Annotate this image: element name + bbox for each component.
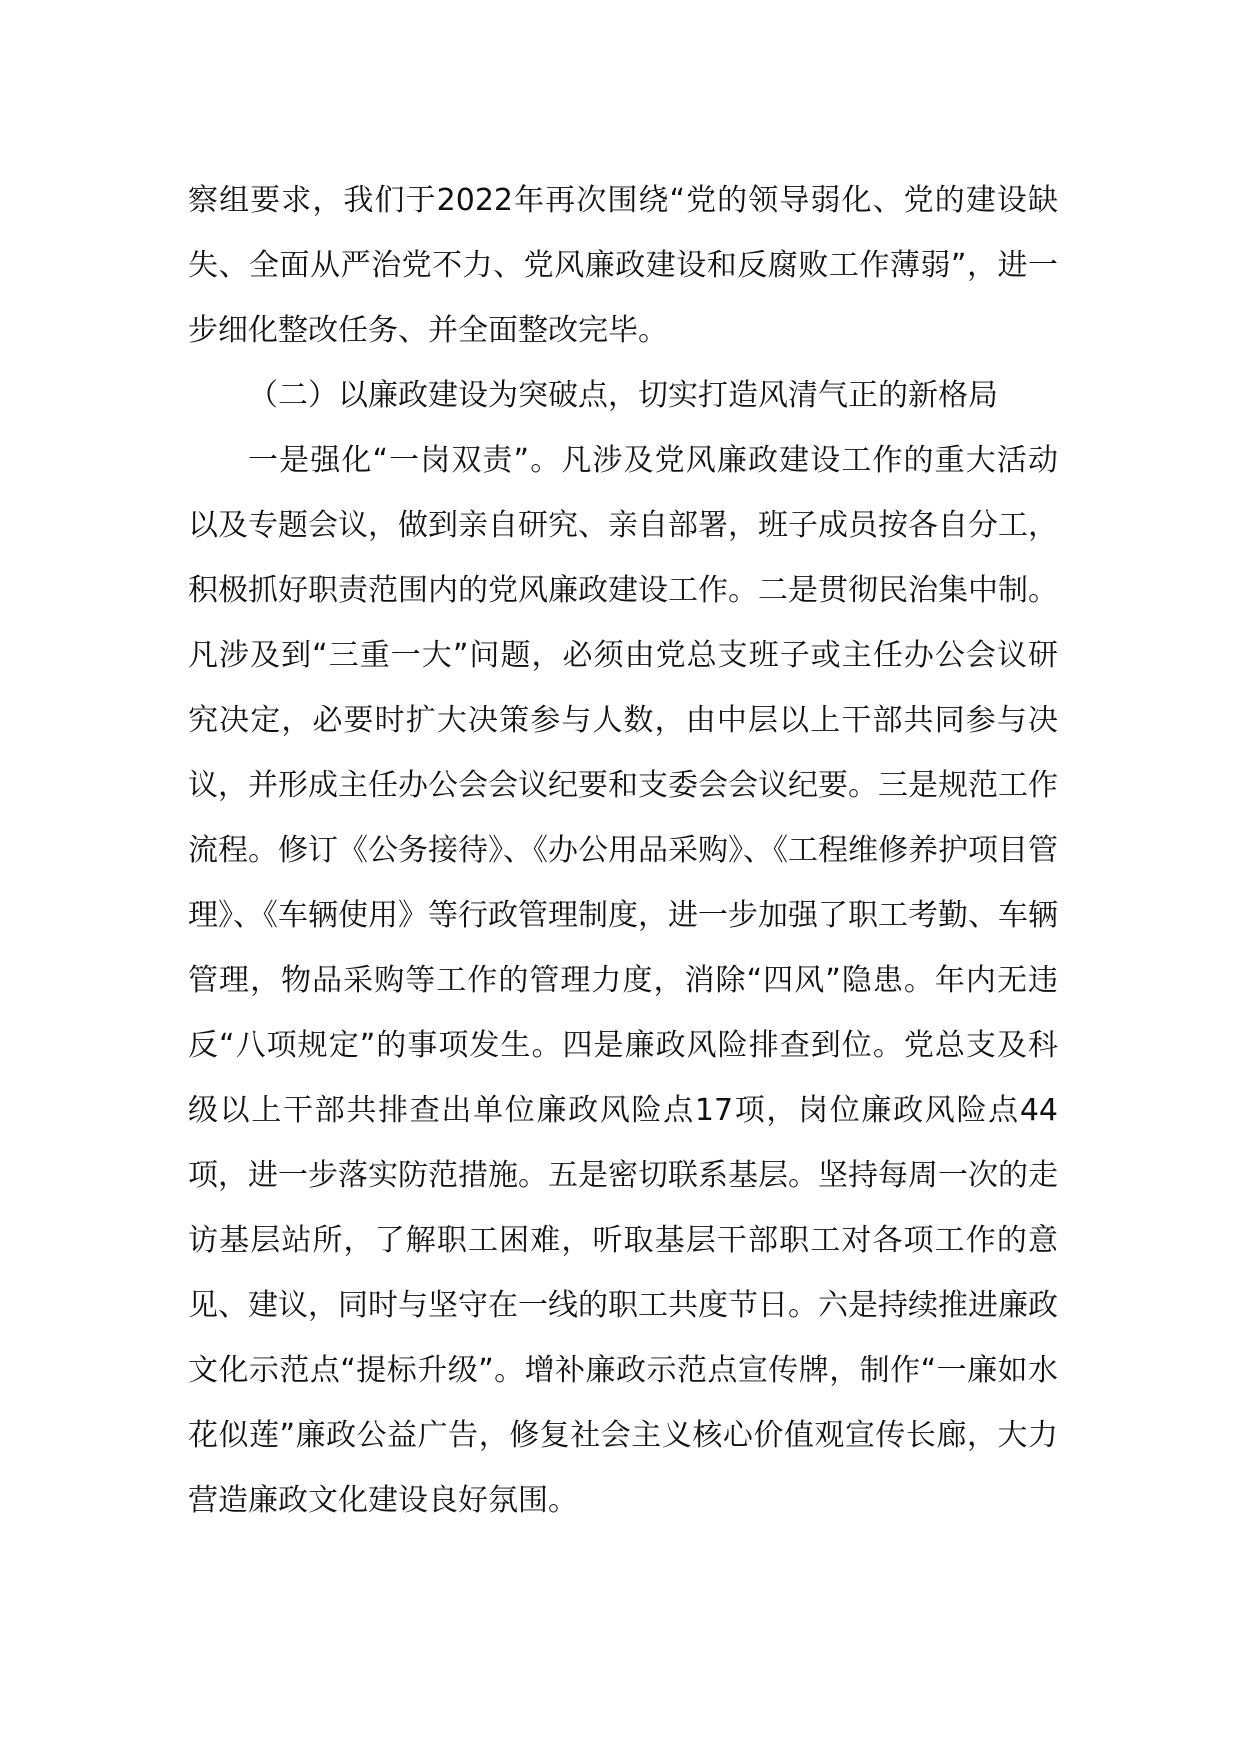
document-body [188,168,1058,1533]
section-heading: （二）以廉政建设为突破点，切实打造风清气正的新格局 [248,378,998,413]
body-paragraph: 一是强化“一岗双责”。凡涉及党风廉政建设工作的重大活动以及专题会议，做到亲自研究、亲自部署，班子成员按各自分工，积极抓好职责范围内的党风廉政建设工作。二是贯彻民治集中制。凡涉及到“三重一大”问题，必须由党总支班子或主任办公会议研究决定，必要时扩大决策参与人数，由中层以上干部共同参与决议，并形成主任办公会会议纪要和支委会会议纪要。三是规范工作流程。修订《公务接待》、《办公用品采购》、《工程维修养护项目管理》、《车辆使用》等行政管理制度，进一步加强了职工考勤、车辆管理，物品采购等工作的管理力度，消除“四风”隐患。年内无违反“八项规定”的事项发生。四是廉政风险排查到位。党总支及科级以上干部共排查出单位廉政风险点17项，岗位廉政风险点44项，进一步落实防范措施。五是密切联系基层。坚持每周一次的走访基层站所，了解职工困难，听取基层干部职工对各项工作的意见、建议，同时与坚守在一线的职工共度节日。六是持续推进廉政文化示范点“提标升级”。增补廉政示范点宣传牌，制作“一廉如水花似莲”廉政公益广告，修复社会主义核心价值观宣传长廊，大力营造廉政文化建设良好氛围。 [188,443,1058,1518]
continuation-paragraph: 察组要求，我们于2022年再次围绕“党的领导弱化、党的建设缺失、全面从严治党不力、党风廉政建设和反腐败工作薄弱”，进一步细化整改任务、并全面整改完毕。 [188,183,1058,348]
